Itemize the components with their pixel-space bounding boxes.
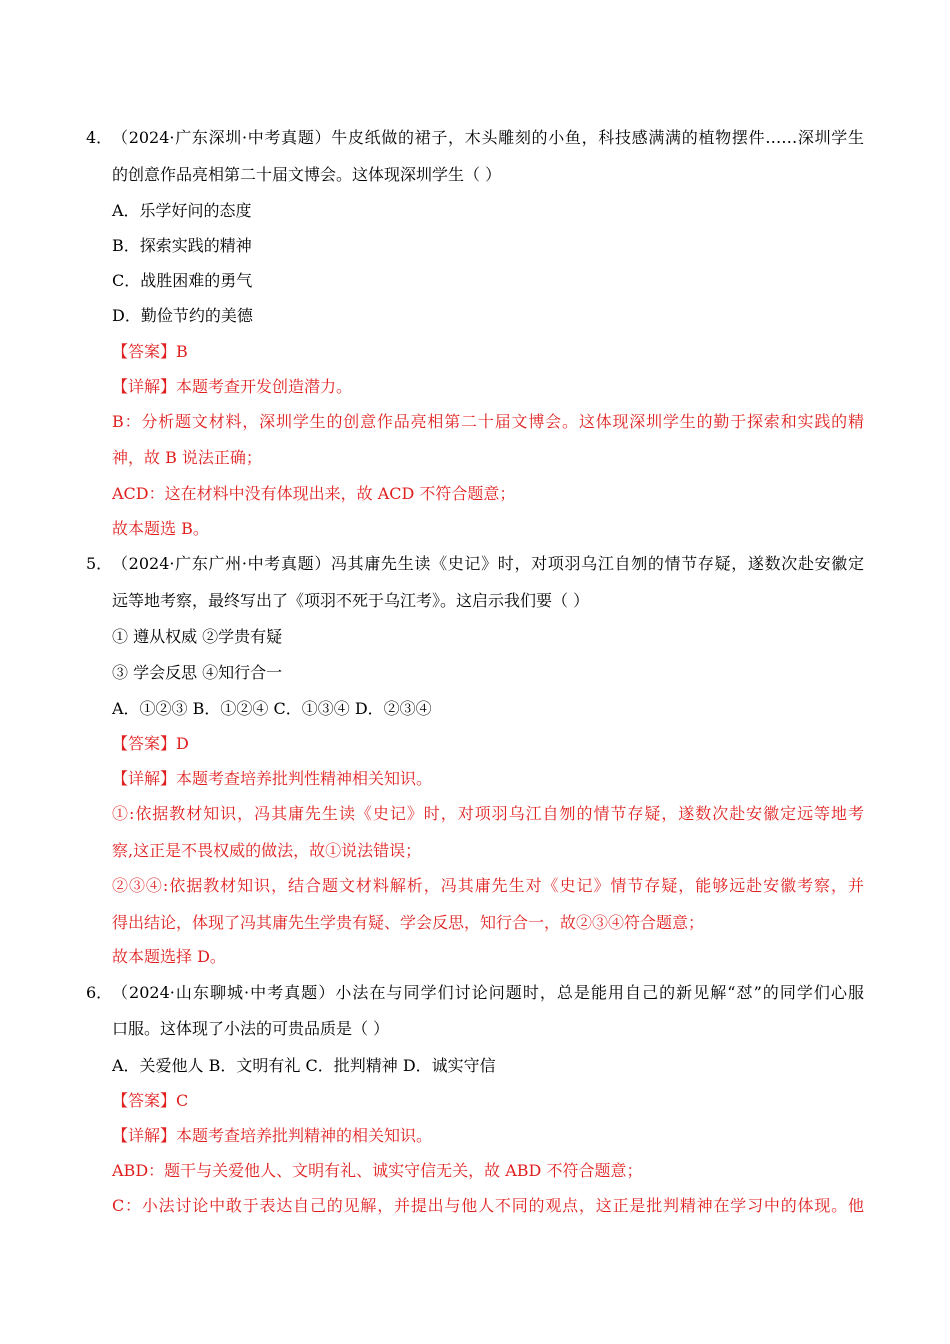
question-stem-line: （2024·广东深圳·中考真题）牛皮纸做的裙子，木头雕刻的小鱼，科技感满满的植物摆件……深圳学生 <box>112 128 864 147</box>
option-a: A．乐学好问的态度 <box>112 201 252 220</box>
statement-line: ③ 学会反思 ④知行合一 <box>112 663 283 682</box>
question-number: 6． <box>86 983 113 1002</box>
explanation-line: 【详解】本题考查培养批判性精神相关知识。 <box>112 769 433 788</box>
question-number: 4． <box>86 128 113 147</box>
answer-label: 【答案】D <box>112 734 189 753</box>
question-stem-line: （2024·广东广州·中考真题）冯其庸先生读《史记》时，对项羽乌江自刎的情节存疑，遂数次赴安徽定 <box>112 554 864 573</box>
explanation-line: C：小法讨论中敢于表达自己的见解，并提出与他人不同的观点，这正是批判精神在学习中的体现。他 <box>112 1196 864 1215</box>
option-b: B．探索实践的精神 <box>112 236 252 255</box>
explanation-line: ②③④:依据教材知识，结合题文材料解析，冯其庸先生对《史记》情节存疑，能够远赴安徽考察，并 <box>112 876 864 895</box>
explanation-line: 故本题选择 D。 <box>112 947 226 966</box>
options-line: A．①②③ B．①②④ C．①③④ D．②③④ <box>112 699 432 718</box>
question-stem-line: 远等地考察，最终写出了《项羽不死于乌江考》。这启示我们要（ ） <box>112 591 590 610</box>
explanation-line: ①:依据教材知识，冯其庸先生读《史记》时，对项羽乌江自刎的情节存疑，遂数次赴安徽定远等地考 <box>112 804 864 823</box>
explanation-line: 得出结论，体现了冯其庸先生学贵有疑、学会反思，知行合一，故②③④符合题意； <box>112 913 705 932</box>
question-stem-line: 口服。这体现了小法的可贵品质是（ ） <box>112 1019 390 1038</box>
explanation-line: 察,这正是不畏权威的做法，故①说法错误； <box>112 841 422 860</box>
explanation-line: 神，故 B 说法正确； <box>112 448 262 467</box>
options-line: A．关爱他人 B．文明有礼 C．批判精神 D．诚实守信 <box>112 1056 496 1075</box>
statement-line: ① 遵从权威 ②学贵有疑 <box>112 627 283 646</box>
explanation-line: 【详解】本题考查培养批判精神的相关知识。 <box>112 1126 433 1145</box>
explanation-line: ACD：这在材料中没有体现出来，故 ACD 不符合题意； <box>112 484 516 503</box>
explanation-line: 【详解】本题考查开发创造潜力。 <box>112 377 353 396</box>
answer-label: 【答案】C <box>112 1091 189 1110</box>
explanation-line: B：分析题文材料，深圳学生的创意作品亮相第二十届文博会。这体现深圳学生的勤于探索和实践的精 <box>112 412 864 431</box>
explanation-line: ABD：题干与关爱他人、文明有礼、诚实守信无关，故 ABD 不符合题意； <box>112 1161 643 1180</box>
question-stem-line: （2024·山东聊城·中考真题）小法在与同学们讨论问题时，总是能用自己的新见解“怼”的同学们心服 <box>112 983 864 1002</box>
answer-label: 【答案】B <box>112 342 188 361</box>
explanation-line: 故本题选 B。 <box>112 519 209 538</box>
question-stem-line: 的创意作品亮相第二十届文博会。这体现深圳学生（ ） <box>112 165 502 184</box>
option-d: D．勤俭节约的美德 <box>112 306 253 325</box>
question-number: 5． <box>86 554 113 573</box>
option-c: C．战胜困难的勇气 <box>112 271 253 290</box>
